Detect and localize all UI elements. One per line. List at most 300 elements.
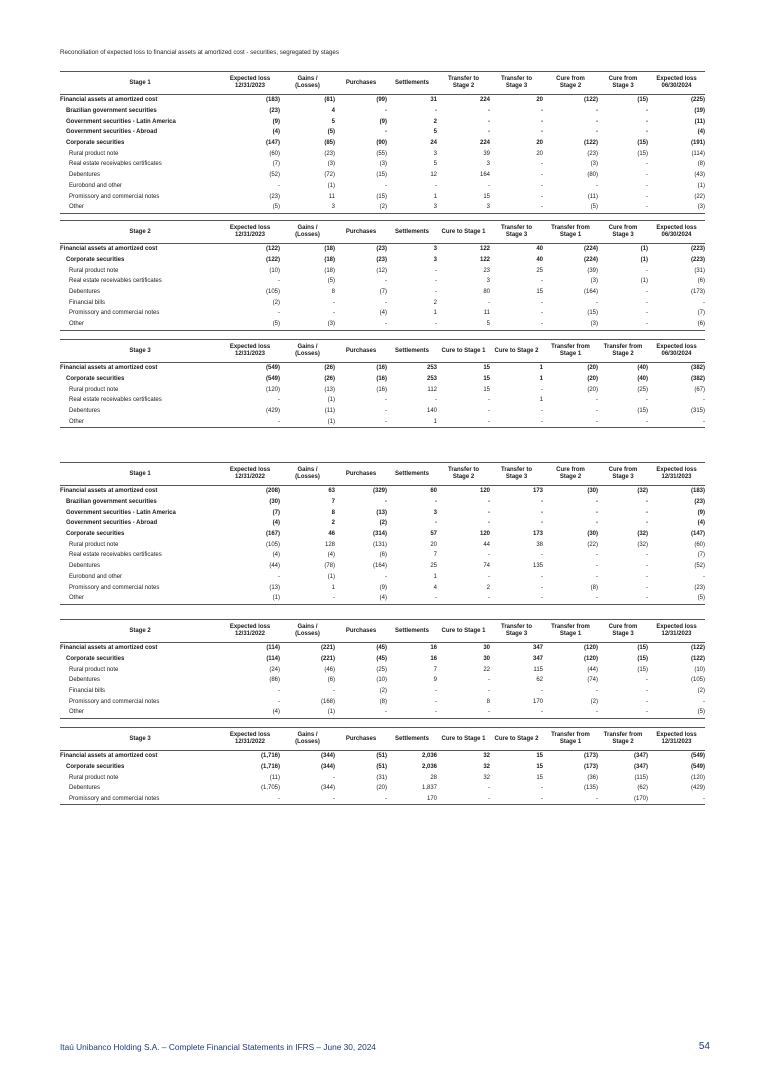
cell-value: (1) [280,416,335,427]
cell-value: - [435,278,437,285]
cell-value: - [596,563,598,570]
cell-value: 173 [532,531,543,538]
cell-value: (2) [335,202,387,213]
cell-value: (1) [640,246,648,253]
cell-value: - [278,310,280,317]
table-row [60,148,705,159]
table-row [60,308,705,319]
cell-value: (4) [335,593,387,604]
column-header: Cure from Stage 3 [598,72,648,95]
column-header: Cure to Stage 1 [437,620,490,643]
stage1-2023-table [60,462,705,605]
column-header: Purchases [335,728,387,751]
cell-value: - [596,688,598,695]
cell-value: (344) [320,753,335,760]
cell-value: 5 [433,129,437,136]
cell-value: 11 [483,310,490,317]
table-row [60,406,705,417]
stage1-2024-table [60,71,705,214]
cell-value: 15 [536,753,543,760]
cell-value: (1,716) [260,753,280,760]
cell-value: 1 [387,416,437,427]
footer-company-note: Itaú Unibanco Holding S.A. – Complete Financial Statements in IFRS – June 30, 2024 [60,1042,376,1052]
cell-value: 164 [479,172,490,179]
cell-value: - [541,118,543,125]
cell-value: - [596,108,598,115]
cell-value: (55) [376,150,387,157]
cell-value: (18) [324,267,335,274]
cell-value: (7) [379,289,387,296]
cell-value: - [596,509,598,516]
cell-value: (15) [376,172,387,179]
cell-value: 57 [430,531,437,538]
column-header: Cure to Stage 1 [437,728,490,751]
cell-value: (344) [320,764,335,771]
table-row [60,363,705,374]
table-row [60,95,705,106]
row-label: Eurobond and other [69,573,123,580]
column-header: Settlements [387,728,437,751]
cell-value: 4 [433,584,437,591]
table-row [60,654,705,665]
column-header: Expected loss 12/31/2022 [220,728,280,751]
row-label: Debentures [69,785,101,792]
cell-value: (329) [372,488,387,495]
cell-value: (3) [648,202,705,213]
cell-value: (1) [640,257,648,264]
header-row [60,221,705,244]
row-label: Corporate securities [66,531,125,538]
table-row [60,783,705,794]
cell-value: - [541,573,543,580]
column-header: Stage 2 [60,620,220,643]
cell-value: (23) [269,108,280,115]
cell-value: - [541,161,543,168]
header-row [60,620,705,643]
cell-value: - [385,299,387,306]
cell-value: - [648,416,705,427]
cell-value: - [385,278,387,285]
cell-value: (122) [265,246,280,253]
cell-value: - [387,707,437,718]
row-label: Debentures [69,563,101,570]
cell-value: 20 [536,150,543,157]
cell-value: (9) [379,584,387,591]
caption: Reconciliation of expected loss to financial assets at amortized cost - securities, segregated by stages [60,49,339,56]
cell-value: (7) [697,552,705,559]
cell-value: - [385,182,387,189]
cell-value: (9) [697,509,705,516]
cell-value: 15 [483,193,490,200]
row-label: Promissory and commercial notes [69,193,160,200]
cell-value: - [220,416,280,427]
cell-value: 1 [539,365,543,372]
cell-value: - [541,278,543,285]
table-row [60,643,705,654]
cell-value: - [335,416,387,427]
cell-value: (429) [690,785,705,792]
cell-value: (135) [583,785,598,792]
column-header: Expected loss 06/30/2024 [648,221,705,244]
cell-value: (10) [269,267,280,274]
cell-value: (26) [324,365,335,372]
cell-value: - [333,774,335,781]
cell-value: (15) [637,656,648,663]
cell-value: (22) [587,541,598,548]
cell-value: - [488,520,490,527]
cell-value: 4 [331,108,335,115]
cell-value: (1) [640,278,648,285]
cell-value: (120) [690,774,705,781]
cell-value: - [490,202,543,213]
row-label: Promissory and commercial notes [69,698,160,705]
row-label: Debentures [69,172,101,179]
cell-value: 30 [483,656,490,663]
column-header: Transfer to Stage 3 [490,463,543,486]
row-label: Rural product note [69,150,119,157]
cell-value: 135 [532,563,543,570]
cell-value: - [541,408,543,415]
cell-value: (85) [324,140,335,147]
cell-value: (23) [587,150,598,157]
cell-value: 140 [426,408,437,415]
cell-value: (6) [379,552,387,559]
cell-value: (45) [376,656,387,663]
column-header: Cure from Stage 3 [598,463,648,486]
column-header: Stage 2 [60,221,220,244]
cell-value: 122 [479,257,490,264]
cell-value: - [646,499,648,506]
header-row [60,463,705,486]
column-header: Stage 3 [60,340,220,363]
column-header: Expected loss 12/31/2022 [220,620,280,643]
cell-value: (60) [694,541,705,548]
cell-value: (52) [269,172,280,179]
cell-value: - [435,499,437,506]
cell-value: 31 [430,97,437,104]
table-row [60,751,705,762]
table-row [60,297,705,308]
header-row [60,72,705,95]
cell-value: (2) [379,688,387,695]
cell-value: - [648,794,705,805]
cell-value: - [646,193,648,200]
cell-value: 8 [331,509,335,516]
cell-value: - [596,499,598,506]
row-label: Corporate securities [66,140,125,147]
column-header: Cure to Stage 2 [490,728,543,751]
cell-value: (1) [280,707,335,718]
cell-value: (10) [694,666,705,673]
cell-value: - [488,182,490,189]
cell-value: (23) [376,246,387,253]
cell-value: 347 [532,656,543,663]
cell-value: - [385,573,387,580]
row-label: Eurobond and other [69,182,123,189]
cell-value: (13) [324,386,335,393]
cell-value: - [488,118,490,125]
column-header: Transfer from Stage 2 [598,340,648,363]
table-row [60,276,705,287]
table-row [60,255,705,266]
cell-value: (15) [637,666,648,673]
cell-value: (25) [637,386,648,393]
cell-value: 1 [539,397,543,404]
column-header: Transfer to Stage 2 [437,72,490,95]
cell-value: - [646,397,648,404]
cell-value: (1) [220,593,280,604]
cell-value: (2) [379,520,387,527]
cell-value: (15) [587,310,598,317]
row-label: Other [60,707,220,718]
row-label: Other [60,416,220,427]
cell-value: - [596,573,598,580]
cell-value: - [541,172,543,179]
cell-value: (4) [327,552,335,559]
cell-value: - [541,785,543,792]
cell-value: (1) [327,397,335,404]
cell-value: 1 [433,573,437,580]
column-header: Cure from Stage 2 [543,463,598,486]
cell-value: (105) [690,677,705,684]
cell-value: 15 [483,365,490,372]
cell-value: (20) [587,386,598,393]
cell-value: - [488,677,490,684]
cell-value: - [541,386,543,393]
table-row [60,287,705,298]
cell-value: (24) [269,666,280,673]
cell-value: (31) [694,267,705,274]
cell-value: 62 [536,677,543,684]
cell-value: (11) [269,774,280,781]
cell-value: (23) [324,150,335,157]
cell-value: 128 [324,541,335,548]
row-label: Promissory and commercial notes [60,794,220,805]
table-row [60,772,705,783]
cell-value: - [543,794,598,805]
cell-value: - [541,584,543,591]
cell-value: (86) [269,677,280,684]
table-row [60,518,705,529]
cell-value: - [541,182,543,189]
cell-value: (114) [266,645,280,652]
cell-value: - [435,289,437,296]
cell-value: (4) [379,310,387,317]
stage2-2023-table [60,619,705,719]
cell-value: (13) [269,584,280,591]
cell-value: 122 [479,246,490,253]
cell-value: - [646,688,648,695]
cell-value: (32) [637,488,648,495]
table-row [60,794,705,805]
cell-value: - [335,707,387,718]
cell-value: 15 [536,764,543,771]
cell-value: - [488,785,490,792]
cell-value: - [490,707,543,718]
column-header: Expected loss 12/31/2023 [220,340,280,363]
cell-value: 24 [430,140,437,147]
cell-value: (5) [220,202,280,213]
cell-value: 20 [536,140,543,147]
cell-value: - [385,129,387,136]
cell-value: (122) [265,257,280,264]
row-label: Financial assets at amortized cost [60,645,158,652]
cell-value: (2) [697,688,705,695]
cell-value: (9) [272,118,280,125]
cell-value: (46) [324,666,335,673]
cell-value: (122) [690,656,705,663]
cell-value: - [333,299,335,306]
cell-value: 3 [387,202,437,213]
cell-value: - [646,289,648,296]
cell-value: - [703,397,705,404]
cell-value: - [596,299,598,306]
cell-value: (8) [697,161,705,168]
cell-value: (8) [590,584,598,591]
cell-value: 23 [483,267,490,274]
table-row [60,572,705,583]
cell-value: (105) [265,289,280,296]
cell-value: (4) [697,520,705,527]
cell-value: - [488,408,490,415]
cell-value: (3) [379,161,387,168]
cell-value: 15 [483,376,490,383]
cell-value: (173) [690,289,705,296]
table-row [60,416,705,427]
cell-value: 25 [430,563,437,570]
cell-value: - [646,520,648,527]
cell-value: - [488,573,490,580]
row-label: Real estate receivables certificates [69,552,162,559]
cell-value: - [280,794,335,805]
cell-value: 1 [433,310,437,317]
column-header: Settlements [387,340,437,363]
row-label: Corporate securities [66,257,125,264]
cell-value: (19) [694,108,705,115]
cell-value: - [646,698,648,705]
cell-value: (5) [648,707,705,718]
cell-value: (114) [691,150,705,157]
cell-value: - [488,299,490,306]
column-header: Cure to Stage 2 [490,340,543,363]
cell-value: - [596,129,598,136]
cell-value: (16) [376,386,387,393]
cell-value: - [541,310,543,317]
cell-value: (15) [637,140,648,147]
row-label: Debentures [69,677,101,684]
column-header: Transfer to Stage 2 [437,463,490,486]
column-header: Transfer from Stage 1 [543,620,598,643]
column-header: Expected loss 06/30/2024 [648,72,705,95]
cell-value: (23) [694,499,705,506]
row-label: Corporate securities [66,764,125,771]
cell-value: 5 [331,118,335,125]
table-row [60,696,705,707]
cell-value: (549) [690,764,705,771]
row-label: Rural product note [69,267,119,274]
cell-value: (15) [637,408,648,415]
cell-value: 253 [426,365,437,372]
cell-value: - [278,397,280,404]
cell-value: (44) [269,563,280,570]
row-label: Brazilian government securities [66,108,157,115]
column-header: Gains / (Losses) [280,463,335,486]
cell-value: 32 [483,764,490,771]
cell-value: - [646,509,648,516]
header-row [60,340,705,363]
cell-value: 25 [536,267,543,274]
cell-value: (11) [324,408,335,415]
cell-value: - [598,202,648,213]
cell-value: (78) [324,563,335,570]
column-header: Purchases [335,72,387,95]
cell-value: (347) [633,753,648,760]
cell-value: 253 [426,376,437,383]
cell-value: 3 [280,202,335,213]
cell-value: (183) [265,97,280,104]
cell-value: 1 [433,193,437,200]
table-row [60,202,705,213]
cell-value: - [598,707,648,718]
cell-value: 20 [430,541,437,548]
table-row [60,539,705,550]
cell-value: (31) [376,774,387,781]
cell-value: 7 [331,499,335,506]
cell-value: - [598,319,648,330]
cell-value: (23) [376,257,387,264]
cell-value: (3) [590,278,598,285]
cell-value: - [490,319,543,330]
cell-value: (382) [690,376,705,383]
table-row [60,116,705,127]
cell-value: - [703,573,705,580]
cell-value: - [703,698,705,705]
table-row [60,138,705,149]
cell-value: 3 [437,202,490,213]
column-header: Gains / (Losses) [280,221,335,244]
cell-value: 39 [483,150,490,157]
column-header: Expected loss 12/31/2023 [220,221,280,244]
cell-value: 2,036 [421,764,437,771]
column-header: Purchases [335,221,387,244]
row-label: Government securities - Abroad [66,520,158,527]
cell-value: (2) [272,299,280,306]
cell-value: - [387,593,437,604]
cell-value: - [703,299,705,306]
cell-value: 74 [483,563,490,570]
cell-value: - [598,593,648,604]
cell-value: (18) [324,257,335,264]
cell-value: - [488,499,490,506]
cell-value: (120) [265,386,280,393]
cell-value: (40) [637,376,648,383]
column-header: Gains / (Losses) [280,728,335,751]
cell-value: 40 [536,246,543,253]
row-label: Other [60,593,220,604]
cell-value: (1) [327,573,335,580]
cell-value: - [335,319,387,330]
cell-value: 32 [483,753,490,760]
table-row [60,106,705,117]
cell-value: - [596,408,598,415]
cell-value: (5) [327,278,335,285]
cell-value: - [646,267,648,274]
cell-value: - [435,267,437,274]
cell-value: (4) [272,520,280,527]
cell-value: - [541,520,543,527]
cell-value: (122) [690,645,705,652]
cell-value: (173) [583,753,598,760]
